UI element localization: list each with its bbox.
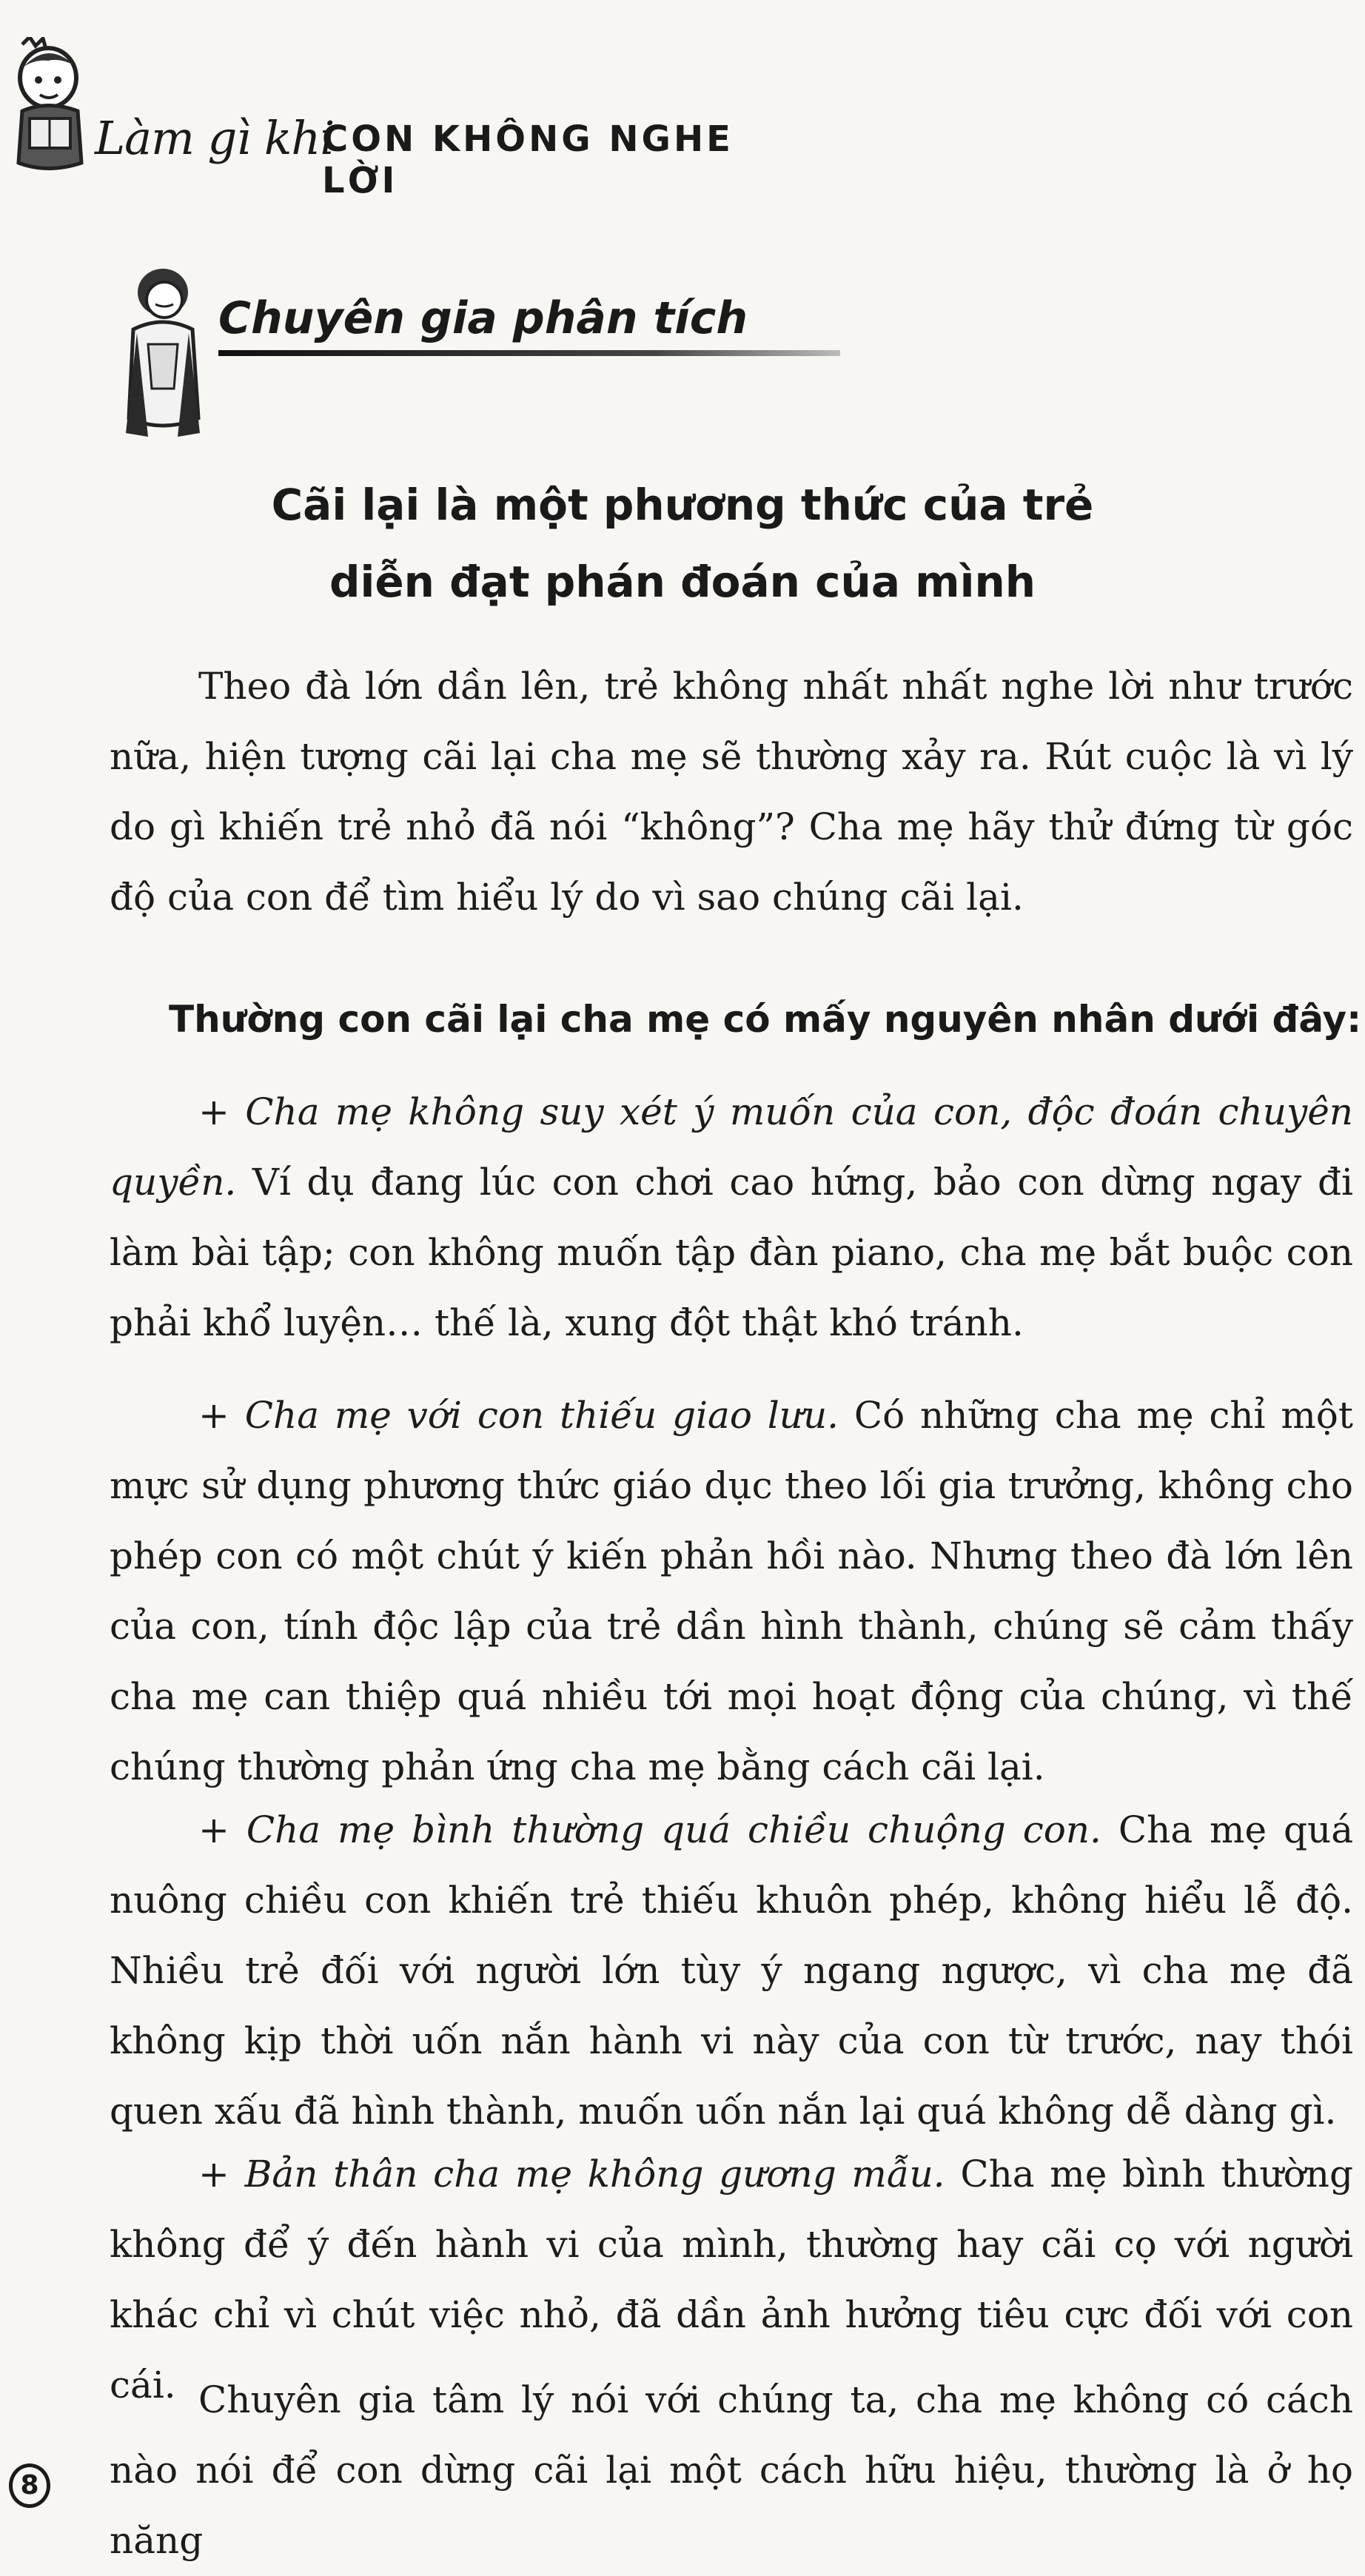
section-title: Chuyên gia phân tích [218,292,748,344]
section-underline [218,350,840,356]
page-number-value: 8 [9,2463,50,2508]
heading-line-2: diễn đạt phán đoán của mình [329,557,1036,607]
reason-item-1 [110,1077,1353,1358]
heading-line-1: Cãi lại là một phương thức của trẻ [271,480,1094,530]
page-number [9,2456,50,2508]
closing-paragraph: Chuyên gia tâm lý nói với chúng ta, cha mẹ không có cách nào nói để con dừng cãi lại một cách hữu hiệu, thường là ở họ năng [110,2378,1353,2562]
reason-lead: Bản thân cha mẹ không gương mẫu. [244,2153,945,2196]
reason-text: Cha mẹ quá nuông chiều con khiến trẻ thiếu khuôn phép, không hiểu lễ độ. Nhiều trẻ đối với người lớn tùy ý ngang ngược, vì cha mẹ đã không kịp thời uốn nắn hành vi này của con từ trước, nay thói quen xấu đã hình thành, muốn uốn nắn lại quá không dễ dàng gì. [110,1808,1354,2133]
header-title-caps: CON KHÔNG NGHE LỜI [322,118,734,201]
reason-lead: Cha mẹ không suy xét ý muốn của con, độc đoán chuyên quyền. [110,1090,1353,1204]
running-header [7,30,822,201]
article-heading [0,466,1365,620]
reason-text: Ví dụ đang lúc con chơi cao hứng, bảo con dừng ngay đi làm bài tập; con không muốn tập đàn piano, cha mẹ bắt buộc con phải khổ luyện… thế là, xung đột thật khó tránh. [110,1161,1353,1344]
reason-item-2 [110,1381,1353,1802]
section-header [104,263,851,448]
expert-figure-icon [104,263,222,440]
reasons-subheading: Thường con cãi lại cha mẹ có mấy nguyên nhân dưới đây: [169,998,1362,1041]
reason-marker: + [198,2153,229,2196]
reason-item-3 [110,1795,1353,2147]
reason-marker: + [198,1090,229,1133]
reason-lead: Cha mẹ bình thường quá chiều chuộng con. [246,1808,1101,1851]
intro-paragraph: Theo đà lớn dần lên, trẻ không nhất nhất nghe lời như trước nữa, hiện tượng cãi lại cha mẹ sẽ thường xảy ra. Rút cuộc là vì lý do gì khiến trẻ nhỏ đã nói “không”? Cha mẹ hãy thử đứng từ góc độ của con để tìm hiểu lý do vì sao chúng cãi lại. [110,665,1353,919]
reason-marker: + [198,1394,229,1437]
reason-marker: + [198,1808,229,1851]
reason-lead: Cha mẹ với con thiếu giao lưu. [244,1394,839,1437]
reason-text: Cha mẹ bình thường không để ý đến hành vi của mình, thường hay cãi cọ với người khác chỉ vì chút việc nhỏ, đã dần ảnh hưởng tiêu cực đối với con cái. [110,2153,1353,2406]
reading-child-icon [7,37,96,178]
header-title-handwritten: Làm gì khi [95,111,335,165]
reason-text: Có những cha mẹ chỉ một mực sử dụng phương thức giáo dục theo lối gia trưởng, không cho phép con có một chút ý kiến phản hồi nào. Nhưng theo đà lớn lên của con, tính độc lập của trẻ dần hình thành, chúng sẽ cảm thấy cha mẹ can thiệp quá nhiều tới mọi hoạt động của chúng, vì thế chúng thường phản ứng cha mẹ bằng cách cãi lại. [110,1394,1353,1788]
